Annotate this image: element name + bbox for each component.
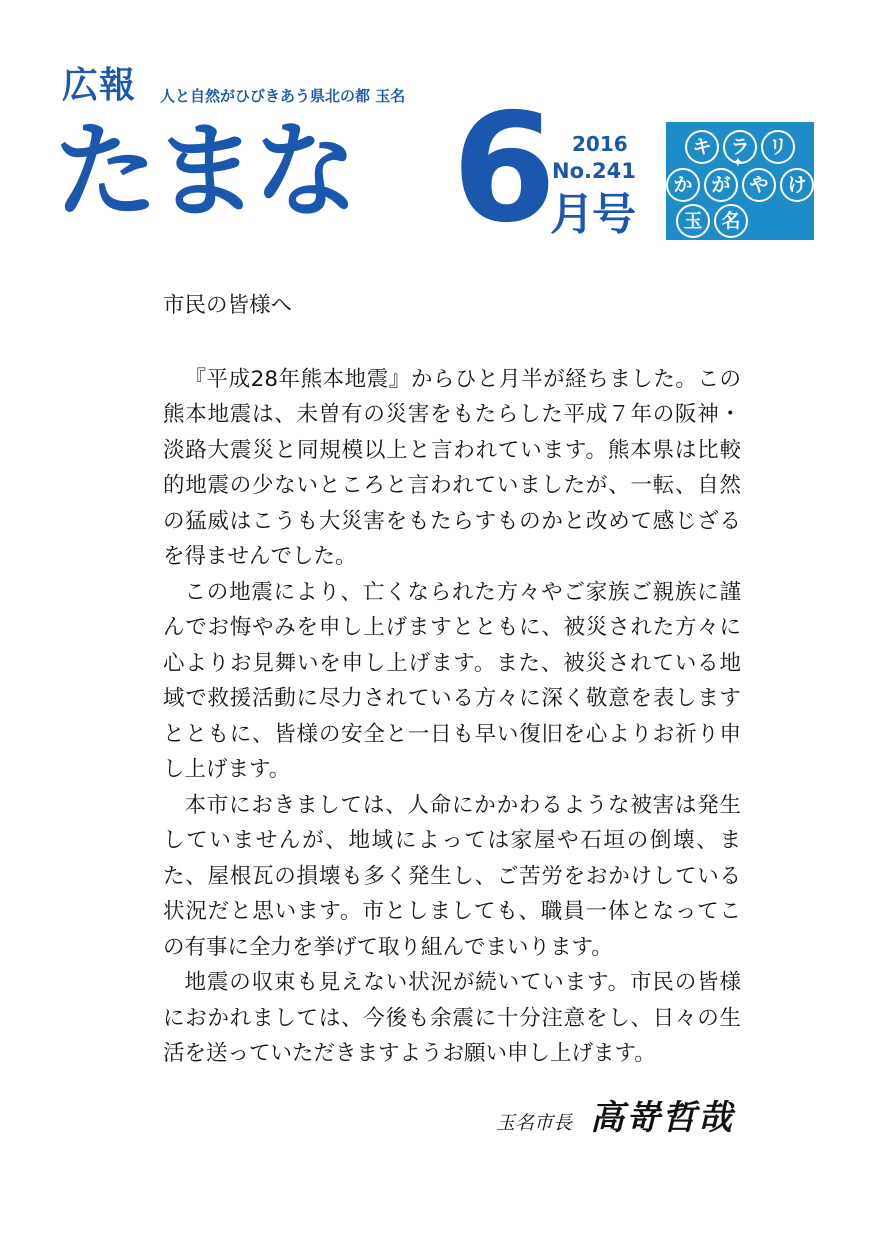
badge-char: か	[666, 168, 700, 202]
letter-salutation: 市民の皆様へ	[163, 293, 293, 318]
badge-char: リ	[761, 130, 795, 164]
issue-year: 2016	[572, 132, 628, 156]
signature-name: 高嵜哲哉	[590, 1098, 734, 1138]
badge-char: ラ	[723, 130, 757, 164]
badge-row-3	[666, 204, 814, 238]
month-number: 6	[452, 82, 557, 256]
kouhou-label: 広報	[62, 65, 137, 106]
sparkle-icon: ✦	[732, 155, 744, 171]
mayor-signature	[496, 1090, 734, 1139]
letter-paragraph: この地震により、亡くなられた方々やご家族ご親族に謹んでお悔やみを申し上げますとともに、被災された方々に心よりお見舞いを申し上げます。また、被災されている地域で救援活動に尽力されている方々に深く敬意を表しますとともに、皆様の安全と一日も早い復旧を心よりお祈り申し上げます。	[163, 579, 741, 782]
badge-char: け	[780, 168, 814, 202]
letter-paragraph: 本市におきましては、人命にかかわるような被害は発生していませんが、地域によっては家屋や石垣の倒壊、また、屋根瓦の損壊も多く発生し、ご苦労をおかけしている状況だと思います。市としましても、職員一体となってこの有事に全力を挙げて取り組んでまいります。	[163, 792, 741, 960]
badge-char: や	[742, 168, 776, 202]
badge-char: キ	[685, 130, 719, 164]
masthead	[0, 0, 874, 256]
slogan-badge	[666, 122, 814, 240]
mayor-letter	[163, 288, 741, 1072]
issue-number: No.241	[552, 159, 636, 183]
badge-char: 玉	[676, 204, 710, 238]
letter-paragraph: 『平成28年熊本地震』からひと月半が経ちました。この熊本地震は、未曽有の災害をもたらした平成７年の阪神・淡路大震災と同規模以上と言われています。熊本県は比較的地震の少ないところと言われていましたが、一転、自然の猛威はこうも大災害をもたらすものかと改めて感じざるを得ませんでした。	[163, 366, 741, 569]
signature-role: 玉名市長	[495, 1112, 572, 1134]
tagline: 人と自然がひびきあう県北の都 玉名	[160, 87, 406, 105]
publication-title: たまな	[54, 110, 355, 232]
badge-char: が	[704, 168, 738, 202]
letter-paragraph: 地震の収束も見えない状況が続いています。市民の皆様におかれましては、今後も余震に十分注意をし、日々の生活を送っていただきますようお願い申し上げます。	[163, 970, 741, 1066]
badge-row-2	[666, 168, 814, 202]
badge-char: 名	[714, 204, 748, 238]
month-suffix: 月号	[550, 189, 634, 240]
